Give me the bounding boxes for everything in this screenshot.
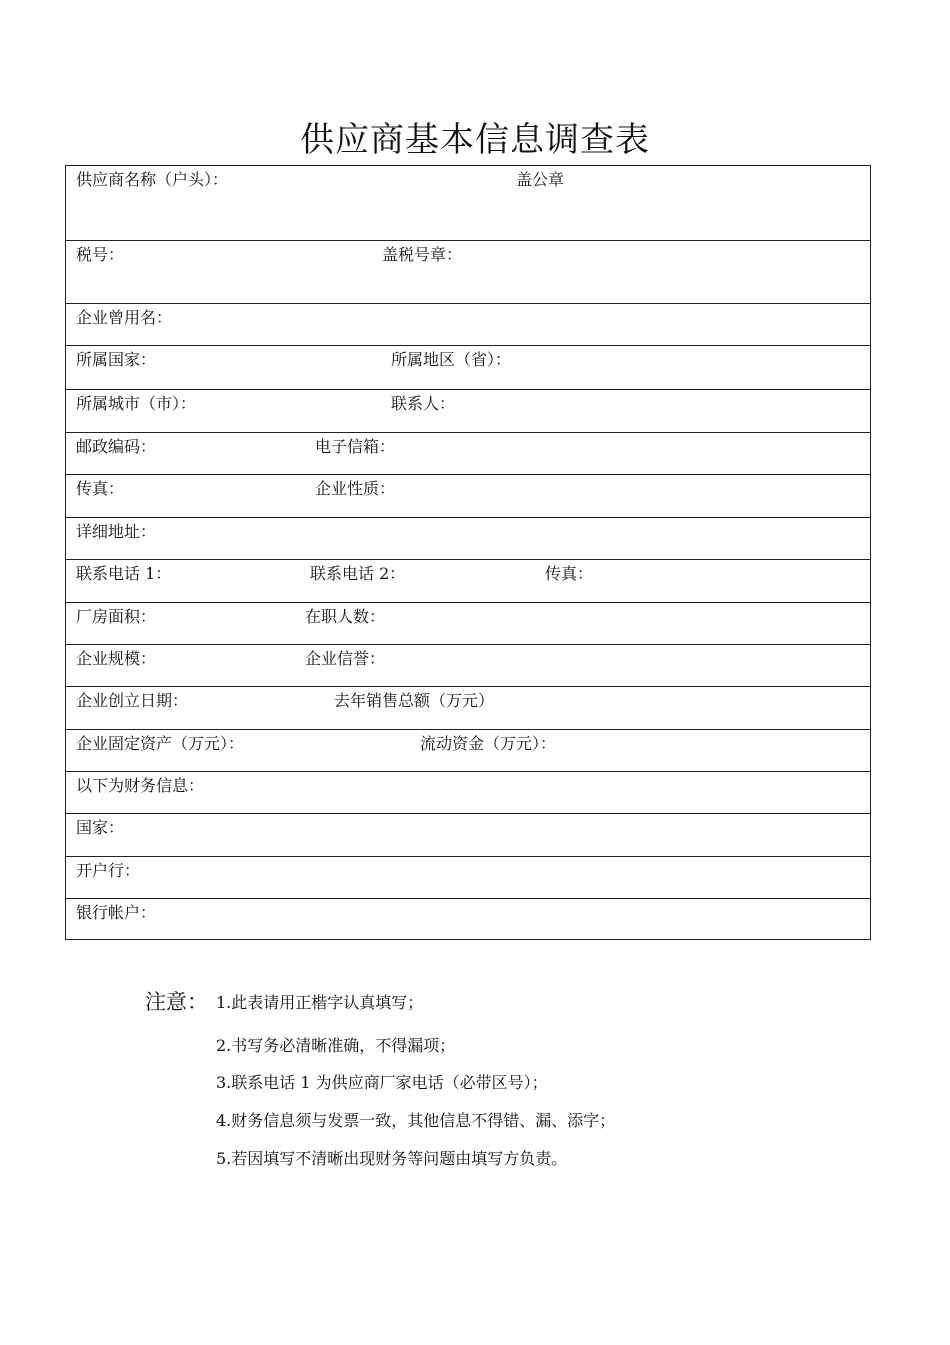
financial-info-heading: 以下为财务信息： — [76, 776, 205, 795]
postal-code-label: 邮政编码： — [76, 437, 157, 456]
factory-area-label: 厂房面积： — [76, 607, 157, 626]
form-title: 供应商基本信息调查表 — [300, 120, 650, 160]
table-row — [66, 898, 870, 939]
note-item: 2.书写务必清晰准确，不得漏项； — [216, 1036, 456, 1055]
table-row — [66, 345, 870, 389]
note-item: 5.若因填写不清晰出现财务等问题由填写方负责。 — [216, 1149, 568, 1168]
former-name-label: 企业曾用名： — [76, 308, 173, 327]
fax-label: 传真： — [76, 479, 125, 498]
tax-seal-label: 盖税号章： — [382, 245, 463, 264]
company-type-label: 企业性质： — [315, 479, 396, 498]
company-scale-label: 企业规模： — [76, 649, 157, 668]
notes-heading: 注意： — [145, 990, 208, 1014]
table-row — [66, 240, 870, 303]
province-label: 所属地区（省）： — [391, 350, 512, 369]
table-row — [66, 813, 870, 856]
company-reputation-label: 企业信誉： — [305, 649, 386, 668]
phone-1-label: 联系电话 1： — [76, 564, 172, 583]
table-row — [66, 729, 870, 771]
note-item: 3.联系电话 1 为供应商厂家电话（必带区号）； — [216, 1073, 548, 1092]
email-label: 电子信箱： — [315, 437, 396, 456]
table-row — [66, 432, 870, 474]
note-item: 1.此表请用正楷字认真填写； — [216, 993, 424, 1012]
supplier-info-table — [65, 165, 871, 940]
country-label: 所属国家： — [76, 350, 157, 369]
phone-2-label: 联系电话 2： — [310, 564, 406, 583]
bank-label: 开户行： — [76, 861, 141, 880]
city-label: 所属城市（市）： — [76, 394, 197, 413]
contact-person-label: 联系人： — [391, 394, 456, 413]
founding-date-label: 企业创立日期： — [76, 691, 189, 710]
bank-country-label: 国家： — [76, 818, 125, 837]
table-row — [66, 389, 870, 432]
bank-account-label: 银行帐户： — [76, 903, 157, 922]
company-seal-label: 盖公章 — [516, 170, 565, 189]
table-row — [66, 517, 870, 559]
table-row — [66, 686, 870, 729]
working-capital-label: 流动资金（万元）： — [420, 734, 557, 753]
tax-number-label: 税号： — [76, 245, 125, 264]
fixed-assets-label: 企业固定资产（万元）： — [76, 734, 245, 753]
supplier-name-label: 供应商名称（户头）： — [76, 170, 229, 189]
table-row — [66, 166, 870, 240]
table-row — [66, 303, 870, 345]
employee-count-label: 在职人数： — [305, 607, 386, 626]
table-row — [66, 559, 870, 602]
table-row — [66, 771, 870, 813]
table-row — [66, 474, 870, 517]
table-row — [66, 856, 870, 898]
fax-2-label: 传真： — [545, 564, 594, 583]
table-row — [66, 644, 870, 686]
table-row — [66, 602, 870, 644]
last-year-sales-label: 去年销售总额（万元） — [334, 691, 495, 710]
note-item: 4.财务信息须与发票一致，其他信息不得错、漏、添字； — [216, 1111, 616, 1130]
address-label: 详细地址： — [76, 522, 157, 541]
